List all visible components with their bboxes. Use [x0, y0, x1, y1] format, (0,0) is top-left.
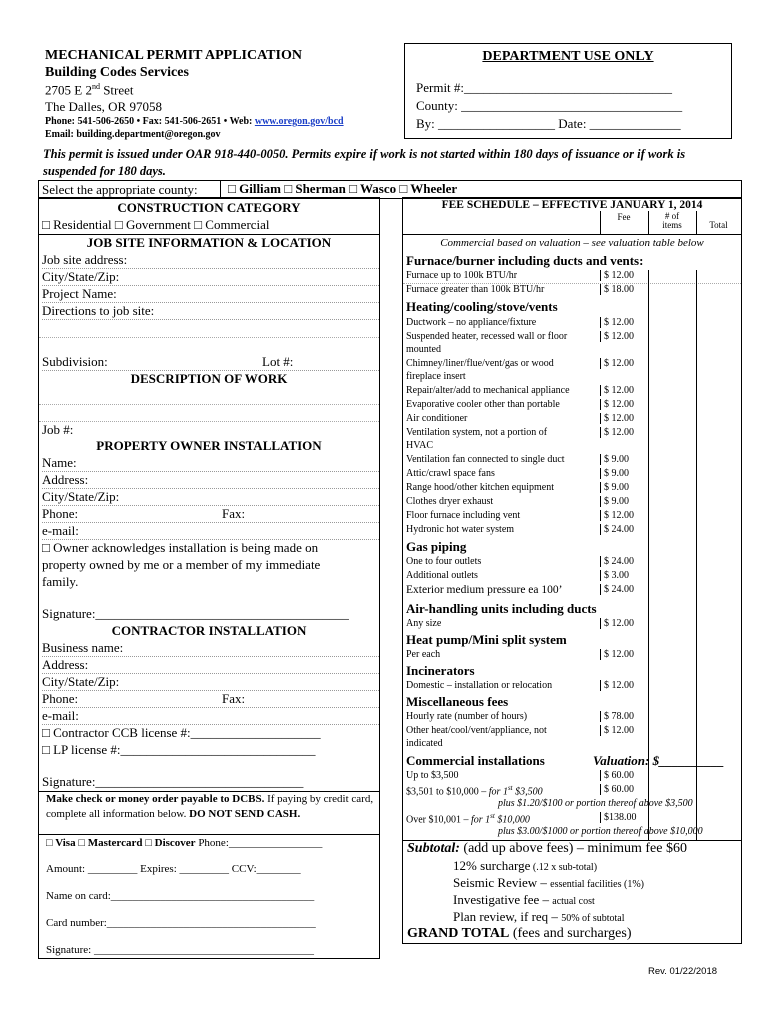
revision-label: Rev. 01/22/2018 [648, 966, 718, 977]
fee-item: Per each [406, 649, 441, 660]
fee-item: Hydronic hot water system [406, 524, 515, 535]
owner-name-field[interactable]: Name: [42, 455, 379, 472]
description-title: DESCRIPTION OF WORK [130, 371, 288, 386]
job-city-field[interactable]: City/State/Zip: [42, 269, 379, 286]
fee-item: Ventilation system, not a portion of [406, 427, 548, 438]
by-date-field[interactable]: By: __________________ Date: ______________ [416, 116, 681, 131]
plan-review-row[interactable]: Plan review, if req – 50% of subtotal [453, 909, 625, 924]
investigative-row[interactable]: Investigative fee – actual cost [453, 892, 595, 907]
fee-item: Furnace greater than 100k BTU/hr [406, 284, 545, 295]
fee-note: plus $3.00/$1000 or portion thereof above $10,000 [498, 826, 703, 837]
permit-notice: This permit is issued under OAR 918-440-0050. Permits expire if work is not started within 180 days of issuance or if work is suspended for 180 days. [43, 147, 686, 178]
lp-license-field[interactable]: □ LP license #:______________________________ [42, 742, 316, 757]
card-number-field[interactable]: Card number:______________________________________ [46, 917, 316, 929]
fee-item: Furnace up to 100k BTU/hr [406, 270, 518, 281]
fee-price: $ 12.00 [600, 358, 648, 369]
contractor-address-field[interactable]: Address: [42, 657, 379, 674]
fee-price: $ 12.00 [600, 680, 648, 691]
jobsite-title: JOB SITE INFORMATION & LOCATION [86, 235, 332, 250]
fee-price: $ 12.00 [600, 510, 648, 521]
fee-item: Additional outlets [406, 570, 478, 581]
fee-price: $ 24.00 [600, 556, 648, 567]
owner-address-field[interactable]: Address: [42, 472, 379, 489]
department-use-box [404, 43, 732, 139]
city-line: The Dalles, OR 97058 [45, 99, 162, 114]
web-link[interactable]: www.oregon.gov/bcd [254, 116, 344, 127]
fee-price: $ 24.00 [600, 584, 648, 595]
section-commercial: Commercial installations [406, 753, 545, 768]
owner-ack-text-3: family. [42, 574, 79, 589]
fee-price: $ 12.00 [600, 618, 648, 629]
section-heating: Heating/cooling/stove/vents [406, 299, 558, 314]
grand-total-row[interactable]: GRAND TOTAL (fees and surcharges) [407, 926, 632, 941]
owner-signature-field[interactable]: Signature:_______________________________________ [42, 606, 349, 621]
fee-price: $ 12.00 [600, 413, 648, 424]
fee-item: Exterior medium pressure ea 100’ [406, 584, 563, 596]
fee-price: $ 9.00 [600, 468, 648, 479]
contractor-phone-field[interactable]: Phone: Fax: [42, 691, 379, 708]
fee-price: $ 12.00 [600, 331, 648, 342]
county-select-label: Select the appropriate county: [42, 182, 198, 197]
fee-item: Repair/alter/add to mechanical appliance [406, 385, 570, 396]
form-title: MECHANICAL PERMIT APPLICATION [45, 48, 302, 63]
fee-price: $ 9.00 [600, 482, 648, 493]
county-field[interactable]: County: __________________________________ [416, 98, 683, 113]
fee-item: Clothes dryer exhaust [406, 496, 494, 507]
fee-item: $3,501 to $10,000 – for 1st $3,500 [406, 784, 543, 798]
fee-item: Any size [406, 618, 442, 629]
contractor-email-field[interactable]: e-mail: [42, 708, 379, 725]
section-furnace: Furnace/burner including ducts and vents: [406, 253, 644, 268]
fee-price: $ 78.00 [600, 711, 648, 722]
fee-item: One to four outlets [406, 556, 482, 567]
section-misc: Miscellaneous fees [406, 694, 509, 709]
owner-ack-checkbox[interactable]: □ Owner acknowledges installation is being made on [42, 540, 319, 555]
commercial-note: Commercial based on valuation – see valuation table below [440, 237, 704, 249]
ccb-license-field[interactable]: □ Contractor CCB license #:____________________ [42, 725, 321, 740]
fee-price: $ 3.00 [600, 570, 648, 581]
fee-price: $ 60.00 [600, 784, 648, 795]
valuation-field[interactable]: Valuation: $__________ [593, 753, 725, 768]
category-checkboxes[interactable]: □ Residential □ Government □ Commercial [42, 217, 270, 232]
job-number-field[interactable]: Job #: [42, 422, 74, 437]
fee-price: $ 24.00 [600, 524, 648, 535]
payment-instructions: Make check or money order payable to DCBS. If paying by credit card, complete all information below. DO NOT SEND CASH. [46, 793, 374, 820]
card-signature-field[interactable]: Signature: ________________________________________ [46, 944, 314, 956]
fee-price: $ 18.00 [600, 284, 648, 295]
owner-email-field[interactable]: e-mail: [42, 523, 379, 540]
col-fee-header: Fee [617, 212, 631, 222]
section-gas: Gas piping [406, 539, 467, 554]
contact-line: Phone: 541-506-2650 • Fax: 541-506-2651 • Web: www.oregon.gov/bcd [45, 116, 344, 127]
section-heat-pump: Heat pump/Mini split system [406, 632, 567, 647]
fee-item-cont: mounted [406, 344, 441, 355]
fee-schedule-title: FEE SCHEDULE – EFFECTIVE JANUARY 1, 2014 [441, 199, 703, 211]
applicant-section [38, 197, 380, 959]
fee-item: Hourly rate (number of hours) [406, 711, 528, 722]
fee-price: $ 9.00 [600, 454, 648, 465]
fee-price: $ 60.00 [600, 770, 648, 781]
fee-item: Air conditioner [406, 413, 468, 424]
subdivision-field[interactable]: Subdivision: Lot #: [42, 354, 379, 371]
fee-item: Evaporative cooler other than portable [406, 399, 560, 410]
county-checkboxes[interactable]: □ Gilliam □ Sherman □ Wasco □ Wheeler [228, 181, 458, 196]
fee-item: Floor furnace including vent [406, 510, 521, 521]
fee-item: Ventilation fan connected to single duct [406, 454, 565, 465]
seismic-row[interactable]: Seismic Review – essential facilities (1%) [453, 875, 644, 890]
owner-ack-text-2: property owned by me or a member of my immediate [42, 557, 321, 572]
contractor-installation-title: CONTRACTOR INSTALLATION [111, 623, 307, 638]
col-items-header: # of items [662, 211, 682, 230]
fee-item: Suspended heater, recessed wall or floor [406, 331, 568, 342]
construction-category-title: CONSTRUCTION CATEGORY [117, 200, 301, 215]
card-phone-field[interactable]: Phone:_________________ [195, 837, 323, 849]
owner-fax-field[interactable]: Fax: [222, 506, 246, 521]
subtotal-row[interactable]: Subtotal: (add up above fees) – minimum fee $60 [407, 841, 687, 856]
fee-price: $138.00 [600, 812, 648, 823]
contractor-signature-field[interactable]: Signature:________________________________ [42, 774, 304, 789]
contractor-fax-field[interactable]: Fax: [222, 691, 246, 706]
business-name-field[interactable]: Business name: [42, 640, 379, 657]
col-total-header: Total [709, 220, 728, 230]
name-on-card-field[interactable]: Name on card:_____________________________________ [46, 890, 315, 902]
owner-city-field[interactable]: City/State/Zip: [42, 489, 379, 506]
fee-item: Up to $3,500 [406, 770, 459, 781]
project-name-field[interactable]: Project Name: [42, 286, 379, 303]
department-title: DEPARTMENT USE ONLY [482, 49, 654, 64]
job-address-field[interactable]: Job site address: [42, 252, 379, 269]
fee-price: $ 12.00 [600, 317, 648, 328]
contractor-city-field[interactable]: City/State/Zip: [42, 674, 379, 691]
fee-item: Chimney/liner/flue/vent/gas or wood [406, 358, 554, 369]
street-address: 2705 E 2nd Street [45, 82, 134, 98]
fee-price: $ 12.00 [600, 649, 648, 660]
fee-item: Attic/crawl space fans [406, 468, 495, 479]
fee-item: Range hood/other kitchen equipment [406, 482, 555, 493]
fee-price: $ 12.00 [600, 725, 648, 736]
fee-item: Other heat/cool/vent/appliance, not [406, 725, 547, 736]
fee-item-cont: fireplace insert [406, 371, 466, 382]
fee-note: plus $1.20/$100 or portion thereof above $3,500 [498, 798, 693, 809]
fee-price: $ 12.00 [600, 399, 648, 410]
fee-item-cont: HVAC [406, 440, 434, 451]
permit-number-field[interactable]: Permit #:________________________________ [416, 80, 673, 95]
email-line: Email: building.department@oregon.gov [45, 129, 221, 140]
org-name: Building Codes Services [45, 65, 189, 80]
fee-price: $ 12.00 [600, 270, 648, 281]
fee-item: Over $10,001 – for 1st $10,000 [406, 812, 530, 826]
owner-installation-title: PROPERTY OWNER INSTALLATION [96, 438, 322, 453]
fee-item: Ductwork – no appliance/fixture [406, 317, 537, 328]
directions-field[interactable]: Directions to job site: [42, 303, 379, 320]
fee-item-cont: indicated [406, 738, 443, 749]
lot-field[interactable]: Lot #: [262, 354, 294, 369]
surcharge-row[interactable]: 12% surcharge (.12 x sub-total) [453, 858, 598, 873]
card-amount-field[interactable]: Amount: _________ Expires: _________ CCV:________ [46, 863, 301, 875]
owner-phone-field[interactable]: Phone: Fax: [42, 506, 379, 523]
fee-price: $ 12.00 [600, 427, 648, 438]
fee-schedule [402, 197, 742, 944]
section-air-handling: Air-handling units including ducts [406, 601, 597, 616]
card-type-checkboxes[interactable]: □ Visa □ Mastercard □ Discover Phone:_________________ [46, 837, 323, 849]
fee-price: $ 12.00 [600, 385, 648, 396]
fee-price: $ 9.00 [600, 496, 648, 507]
fee-item: Domestic – installation or relocation [406, 680, 553, 691]
section-incinerators: Incinerators [406, 663, 475, 678]
